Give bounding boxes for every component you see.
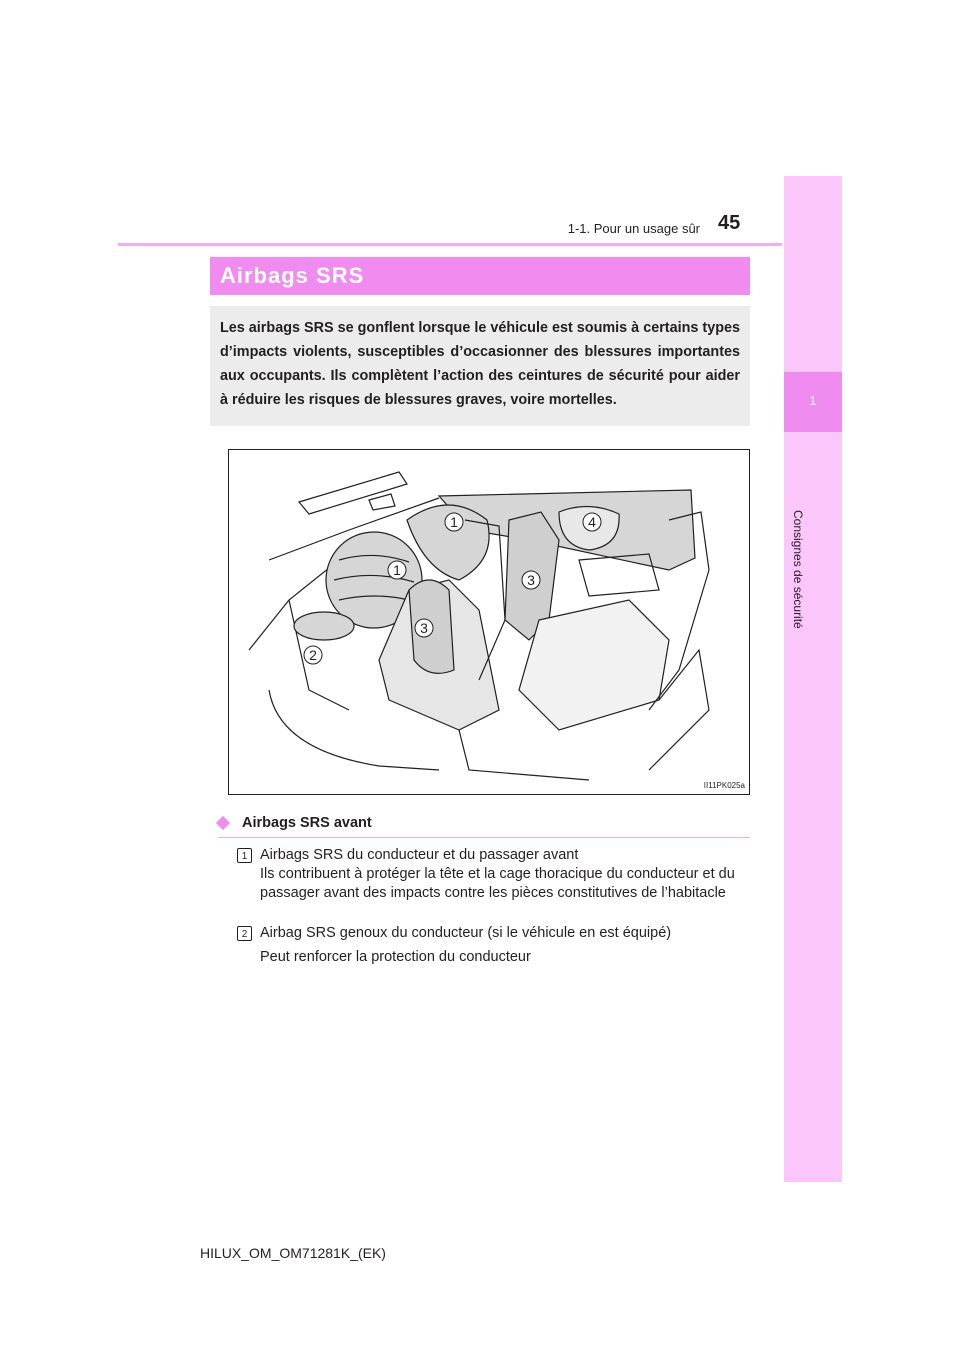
callout-label: 3: [527, 572, 535, 588]
item-description: Ils contribuent à protéger la tête et la cage thoracique du conducteur et du passager avant des impacts contre les pièces constitutives de l’habitacle: [260, 866, 735, 901]
item-title: Airbag SRS genoux du conducteur (si le véhicule en est équipé): [260, 925, 672, 941]
callout-2-knee: [304, 646, 322, 664]
callout-label: 1: [450, 514, 458, 530]
rear-seat-shape: [519, 600, 669, 730]
section-title-bar: [210, 257, 750, 295]
item-title: Airbags SRS du conducteur et du passager avant: [260, 847, 579, 863]
airbag-illustration: [228, 449, 750, 795]
knee-airbag-shape: [294, 612, 354, 640]
subsection-heading-text: Airbags SRS avant: [242, 815, 372, 831]
callout-3-passenger-seat: [522, 571, 540, 589]
subsection-heading: [218, 815, 750, 838]
side-tab: [784, 176, 842, 1182]
airbag-diagram: [229, 450, 749, 794]
callout-4-curtain: [583, 513, 601, 531]
section-title: Airbags SRS: [220, 263, 365, 288]
callout-label: 2: [309, 647, 317, 663]
rear-mirror-shape: [369, 494, 395, 510]
side-tab-chapter-number: 1: [809, 393, 817, 408]
figure-code: II11PK025a: [703, 781, 745, 790]
header-rule: [118, 243, 782, 246]
side-tab-chapter-label: Consignes de sécurité: [791, 510, 805, 629]
item-number-badge: 1: [237, 848, 252, 863]
item-description: Peut renforcer la protection du conducteur: [260, 949, 531, 965]
sun-visor-shape: [299, 472, 407, 514]
callout-1-passenger: [445, 513, 463, 531]
list-item: [260, 924, 748, 967]
intro-text: Les airbags SRS se gonflent lorsque le véhicule est soumis à certains types d’impacts violents, susceptibles d’occasionner des blessures importantes aux occupants. Ils complètent l’action des ceintures de sécurité pour aider à réduire les risques de blessures graves, voire mortelles.: [220, 320, 740, 408]
callout-1-driver: [388, 561, 406, 579]
callout-label: 1: [393, 562, 401, 578]
list-item: [260, 846, 748, 903]
diamond-bullet-icon: [216, 816, 230, 830]
page-number: 45: [718, 212, 741, 234]
callout-3-driver-seat: [415, 619, 433, 637]
intro-box: [210, 306, 750, 426]
callout-label: 3: [420, 620, 428, 636]
callout-label: 4: [588, 514, 596, 530]
item-number-badge: 2: [237, 926, 252, 941]
section-reference: 1-1. Pour un usage sûr: [567, 221, 700, 236]
document-footer: HILUX_OM_OM71281K_(EK): [200, 1245, 386, 1261]
